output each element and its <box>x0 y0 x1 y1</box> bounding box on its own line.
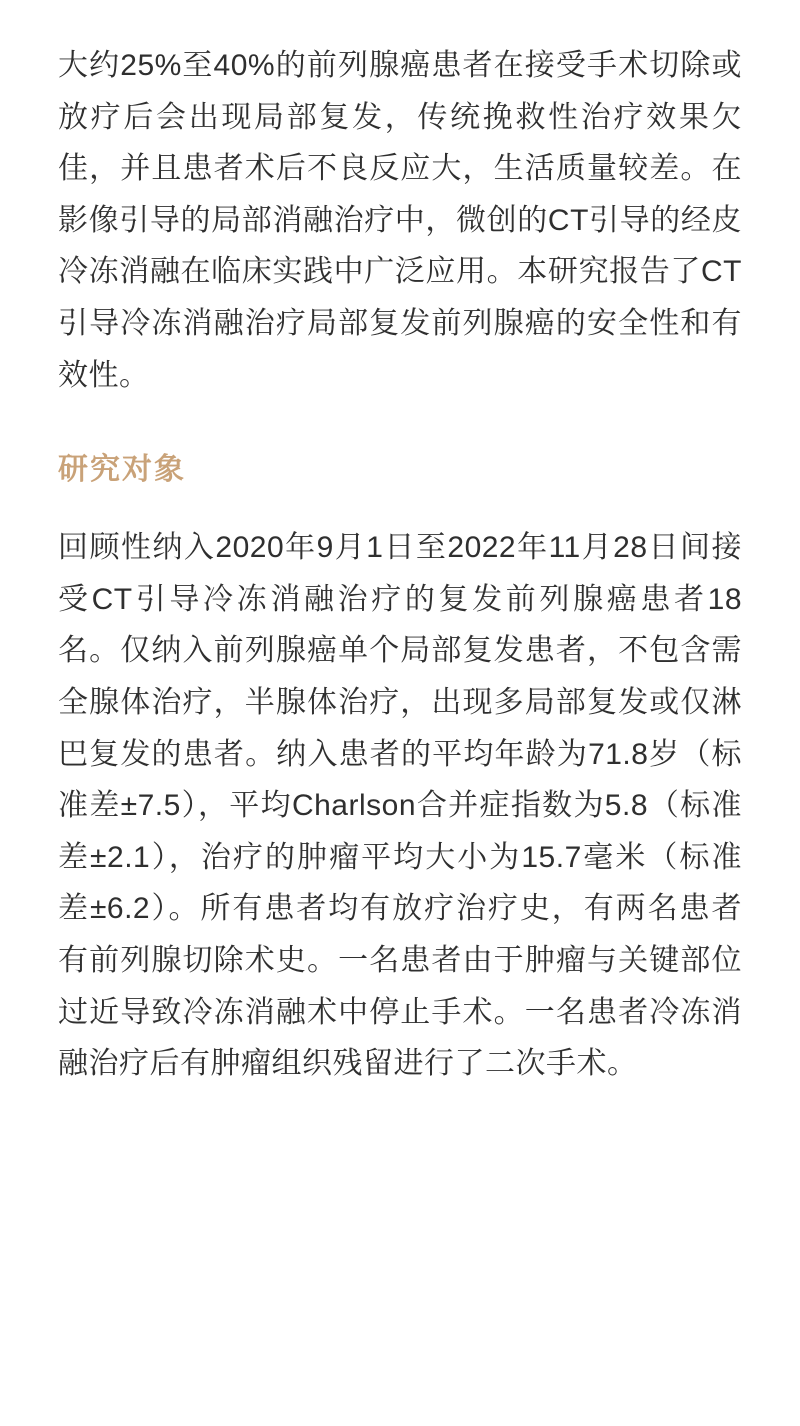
study-subjects-paragraph: 回顾性纳入2020年9月1日至2022年11月28日间接受CT引导冷冻消融治疗的复发前列腺癌患者18名。仅纳入前列腺癌单个局部复发患者，不包含需全腺体治疗，半腺体治疗，出现多局部复发或仅淋巴复发的患者。纳入患者的平均年龄为71.8岁（标准差±7.5），平均Charlson合并症指数为5.8（标准差±2.1），治疗的肿瘤平均大小为15.7毫米（标准差±6.2）。所有患者均有放疗治疗史，有两名患者有前列腺切除术史。一名患者由于肿瘤与关键部位过近导致冷冻消融术中停止手术。一名患者冷冻消融治疗后有肿瘤组织残留进行了二次手术。 <box>58 531 742 1081</box>
intro-paragraph: 大约25%至40%的前列腺癌患者在接受手术切除或放疗后会出现局部复发，传统挽救性治疗效果欠佳，并且患者术后不良反应大，生活质量较差。在影像引导的局部消融治疗中，微创的CT引导的经皮冷冻消融在临床实践中广泛应用。本研究报告了CT引导冷冻消融治疗局部复发前列腺癌的安全性和有效性。 <box>58 49 742 392</box>
section-heading-study-subjects: 研究对象 <box>58 453 186 487</box>
